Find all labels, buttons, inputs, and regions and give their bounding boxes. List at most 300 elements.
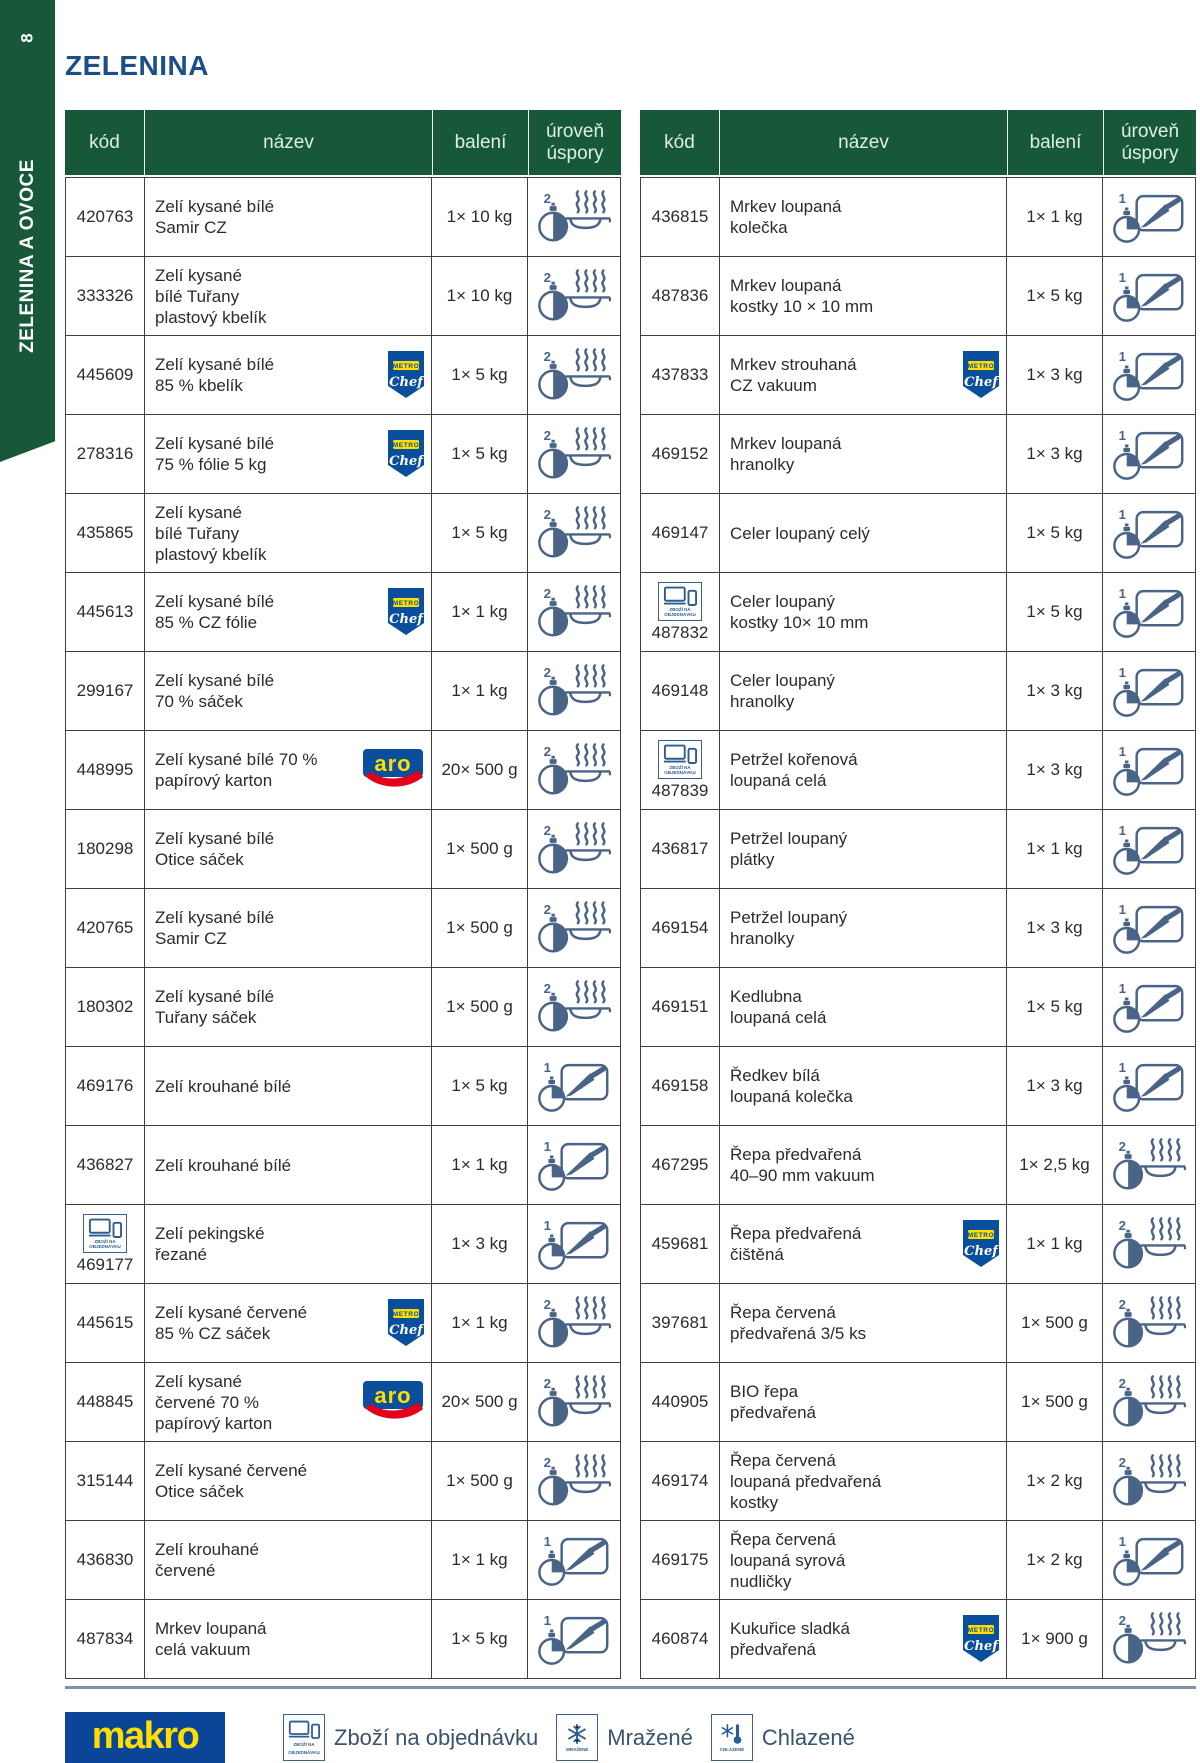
svg-text:2: 2 <box>1118 1138 1127 1154</box>
svg-text:METRO: METRO <box>392 442 420 450</box>
product-name: Mrkev loupaná kostky 10 × 10 mm <box>730 276 874 316</box>
product-row <box>66 889 620 968</box>
product-code-cell <box>641 1284 720 1362</box>
product-code-cell <box>66 336 145 414</box>
metro-chef-badge <box>387 1298 425 1348</box>
savings-cell <box>528 415 620 493</box>
svg-text:2: 2 <box>1118 1612 1127 1628</box>
savings-level-2-icon <box>537 1373 611 1431</box>
savings-cell <box>528 968 620 1046</box>
product-name-cell <box>720 573 1007 651</box>
product-name-cell <box>145 1205 432 1283</box>
product-code: 469175 <box>651 1550 709 1569</box>
product-code-cell <box>641 1205 720 1283</box>
product-name: Petržel loupaný plátky <box>730 829 848 869</box>
savings-cell <box>528 1600 620 1678</box>
order-only-icon: ZBOŽÍ NA OBJEDNÁVKU <box>83 1214 127 1253</box>
product-code-cell <box>66 652 145 730</box>
col-header-name: název <box>145 110 433 175</box>
product-code: 459681 <box>651 1234 709 1253</box>
product-code: 420765 <box>76 918 134 937</box>
product-code: 445609 <box>76 365 134 384</box>
product-name-cell <box>145 336 432 414</box>
svg-text:2: 2 <box>543 822 552 838</box>
product-packaging: 1× 10 kg <box>432 178 528 256</box>
product-code-cell <box>641 1442 720 1520</box>
savings-level-1-icon <box>1112 583 1186 641</box>
savings-cell <box>1103 178 1195 256</box>
metro-chef-badge <box>962 350 1000 400</box>
product-code: 315144 <box>76 1471 134 1490</box>
product-code: 469174 <box>651 1471 709 1490</box>
savings-level-1-icon <box>1112 425 1186 483</box>
product-code-cell <box>641 1521 720 1599</box>
savings-level-1-icon <box>1112 1531 1186 1589</box>
product-row <box>641 257 1195 336</box>
product-packaging: 1× 5 kg <box>432 415 528 493</box>
product-row <box>66 1205 620 1284</box>
product-packaging: 1× 5 kg <box>432 1047 528 1125</box>
product-name: Zelí kysané bílé 70 % sáček <box>155 671 275 711</box>
order-legend-box: ZBOŽÍ NA OBJEDNÁVKU <box>283 1714 325 1761</box>
product-code: 436817 <box>651 839 709 858</box>
table-header <box>640 110 1196 175</box>
product-name-cell <box>720 494 1007 572</box>
product-name: Zelí kysané bílé Samir CZ <box>155 908 275 948</box>
svg-text:2: 2 <box>543 980 552 996</box>
product-code-cell <box>66 1600 145 1678</box>
savings-level-2-icon <box>537 425 611 483</box>
product-name: Zelí kysané bílé 85 % CZ fólie <box>155 592 275 632</box>
product-row <box>66 1600 620 1678</box>
product-code-cell <box>641 494 720 572</box>
col-header-code: kód <box>640 110 720 175</box>
svg-text:1: 1 <box>543 1138 552 1154</box>
savings-level-2-icon <box>537 662 611 720</box>
product-name: Zelí kysané bílé 70 % papírový karton <box>155 750 318 790</box>
product-code-cell <box>66 1284 145 1362</box>
product-packaging: 1× 500 g <box>432 889 528 967</box>
product-row <box>66 573 620 652</box>
product-code: 278316 <box>76 444 134 463</box>
svg-text:2: 2 <box>543 901 552 917</box>
product-name-cell <box>145 889 432 967</box>
product-name-cell <box>145 1600 432 1678</box>
product-name-cell <box>145 968 432 1046</box>
col-header-savings: úroveň úspory <box>1120 120 1180 164</box>
product-code: 445615 <box>76 1313 134 1332</box>
product-code-cell <box>66 731 145 809</box>
svg-text:1: 1 <box>1118 585 1127 601</box>
savings-level-1-icon <box>1112 346 1186 404</box>
svg-text:Chef: Chef <box>389 454 423 469</box>
product-code-cell <box>641 257 720 335</box>
product-name-cell <box>145 494 432 572</box>
svg-text:Chef: Chef <box>964 375 998 390</box>
product-packaging: 1× 1 kg <box>1007 178 1103 256</box>
product-name-cell <box>145 415 432 493</box>
product-name-cell <box>720 1600 1007 1678</box>
section-ribbon-label-wrap <box>0 50 55 462</box>
metro-chef-badge <box>387 429 425 479</box>
svg-text:METRO: METRO <box>967 1627 995 1635</box>
svg-text:2: 2 <box>1118 1454 1127 1470</box>
savings-cell <box>528 178 620 256</box>
product-code: 440905 <box>651 1392 709 1411</box>
product-row <box>641 1126 1195 1205</box>
product-name: Zelí krouhané bílé <box>155 1155 292 1175</box>
computer-phone-icon <box>88 1218 122 1239</box>
product-name: Mrkev loupaná kolečka <box>730 197 842 237</box>
product-code-cell <box>66 257 145 335</box>
section-ribbon-label: ZELENINA A OVOCE <box>16 159 38 353</box>
svg-text:Chef: Chef <box>389 375 423 390</box>
svg-text:1: 1 <box>1118 822 1127 838</box>
savings-cell <box>528 889 620 967</box>
product-code-cell <box>66 968 145 1046</box>
col-header-packaging: balení <box>433 110 529 175</box>
product-code: 435865 <box>76 523 134 542</box>
svg-text:2: 2 <box>543 269 552 285</box>
product-code: 469158 <box>651 1076 709 1095</box>
product-code-cell <box>66 810 145 888</box>
product-code-cell <box>641 889 720 967</box>
savings-cell <box>528 1284 620 1362</box>
table-body-right <box>640 177 1196 1679</box>
product-code-cell <box>66 1442 145 1520</box>
product-name: Zelí kysané bílé Samir CZ <box>155 197 275 237</box>
savings-cell <box>528 1363 620 1441</box>
svg-text:2: 2 <box>543 585 552 601</box>
product-code: 448845 <box>76 1392 134 1411</box>
product-code-cell <box>641 1126 720 1204</box>
svg-text:aro: aro <box>374 1383 412 1408</box>
product-row <box>66 1442 620 1521</box>
product-code: 436815 <box>651 207 709 226</box>
savings-cell <box>1103 257 1195 335</box>
product-packaging: 1× 3 kg <box>432 1205 528 1283</box>
product-code: 487834 <box>76 1629 134 1648</box>
product-code: 469148 <box>651 681 709 700</box>
svg-text:1: 1 <box>543 1533 552 1549</box>
product-packaging: 1× 500 g <box>432 968 528 1046</box>
savings-level-1-icon <box>1112 188 1186 246</box>
product-packaging: 1× 5 kg <box>1007 968 1103 1046</box>
svg-text:2: 2 <box>543 506 552 522</box>
product-row <box>66 415 620 494</box>
svg-text:2: 2 <box>1118 1375 1127 1391</box>
svg-text:1: 1 <box>1118 348 1127 364</box>
product-name-cell <box>720 415 1007 493</box>
product-row <box>641 178 1195 257</box>
product-row <box>66 731 620 810</box>
product-packaging: 1× 5 kg <box>432 336 528 414</box>
product-packaging: 1× 1 kg <box>432 1521 528 1599</box>
product-packaging: 1× 1 kg <box>432 573 528 651</box>
savings-level-1-icon <box>1112 741 1186 799</box>
product-row <box>66 1363 620 1442</box>
svg-text:2: 2 <box>543 348 552 364</box>
savings-cell <box>528 1205 620 1283</box>
product-code: 437833 <box>651 365 709 384</box>
product-row <box>66 968 620 1047</box>
svg-text:Chef: Chef <box>964 1639 998 1654</box>
svg-text:1: 1 <box>1118 427 1127 443</box>
savings-cell <box>528 1047 620 1125</box>
product-row <box>641 1284 1195 1363</box>
product-code-cell <box>641 336 720 414</box>
product-name-cell <box>720 731 1007 809</box>
product-name-cell <box>145 652 432 730</box>
product-code-cell <box>641 652 720 730</box>
savings-level-2-icon <box>1112 1610 1186 1668</box>
savings-level-2-icon <box>1112 1294 1186 1352</box>
product-code-cell <box>641 731 720 809</box>
product-packaging: 1× 500 g <box>432 1442 528 1520</box>
savings-cell <box>528 731 620 809</box>
savings-level-2-icon <box>537 1294 611 1352</box>
product-packaging: 1× 1 kg <box>1007 810 1103 888</box>
product-packaging: 1× 1 kg <box>432 1284 528 1362</box>
savings-level-2-icon <box>537 741 611 799</box>
savings-cell <box>528 810 620 888</box>
product-row <box>641 1363 1195 1442</box>
product-packaging: 1× 500 g <box>1007 1284 1103 1362</box>
savings-level-1-icon <box>537 1531 611 1589</box>
product-name-cell <box>720 1521 1007 1599</box>
product-code: 180302 <box>76 997 134 1016</box>
savings-cell <box>1103 1600 1195 1678</box>
product-packaging: 1× 500 g <box>432 810 528 888</box>
product-row <box>66 494 620 573</box>
product-packaging: 1× 500 g <box>1007 1363 1103 1441</box>
product-name-cell <box>145 1363 432 1441</box>
savings-level-2-icon <box>537 583 611 641</box>
product-name: Řepa předvařená 40–90 mm vakuum <box>730 1145 875 1185</box>
product-packaging: 1× 900 g <box>1007 1600 1103 1678</box>
savings-cell <box>528 336 620 414</box>
product-name-cell <box>720 652 1007 730</box>
product-name: Petržel loupaný hranolky <box>730 908 848 948</box>
product-packaging: 1× 5 kg <box>1007 494 1103 572</box>
chilled-legend-box: CHLAZENÉ <box>711 1714 753 1761</box>
svg-text:Chef: Chef <box>389 1323 423 1338</box>
product-packaging: 1× 2 kg <box>1007 1521 1103 1599</box>
svg-text:1: 1 <box>1118 1059 1127 1075</box>
product-code: 445613 <box>76 602 134 621</box>
product-code-cell <box>66 415 145 493</box>
savings-level-1-icon <box>1112 504 1186 562</box>
product-code-cell <box>641 1047 720 1125</box>
savings-cell <box>528 257 620 335</box>
savings-level-1-icon <box>1112 820 1186 878</box>
product-name-cell <box>720 889 1007 967</box>
product-table-left <box>65 110 621 1679</box>
product-name-cell <box>145 810 432 888</box>
product-code-cell <box>641 178 720 256</box>
product-name-cell <box>145 1442 432 1520</box>
savings-cell <box>1103 1047 1195 1125</box>
col-header-code: kód <box>65 110 145 175</box>
savings-level-2-icon <box>537 504 611 562</box>
savings-cell <box>528 652 620 730</box>
savings-cell <box>1103 1442 1195 1520</box>
product-packaging: 1× 3 kg <box>1007 415 1103 493</box>
legend-item-chilled <box>711 1714 855 1761</box>
svg-text:1: 1 <box>1118 506 1127 522</box>
product-row <box>66 1126 620 1205</box>
col-header-packaging: balení <box>1008 110 1104 175</box>
savings-level-2-icon <box>1112 1373 1186 1431</box>
svg-text:2: 2 <box>543 664 552 680</box>
aro-badge <box>361 748 425 792</box>
product-name-cell <box>145 1284 432 1362</box>
product-code: 469152 <box>651 444 709 463</box>
product-name: Zelí kysané bílé 85 % kbelík <box>155 355 275 395</box>
savings-level-2-icon <box>537 820 611 878</box>
savings-level-1-icon <box>1112 662 1186 720</box>
computer-phone-icon <box>663 744 697 765</box>
svg-text:METRO: METRO <box>967 363 995 371</box>
svg-text:2: 2 <box>1118 1217 1127 1233</box>
product-code: 469176 <box>76 1076 134 1095</box>
savings-level-1-icon <box>537 1215 611 1273</box>
order-only-icon: ZBOŽÍ NA OBJEDNÁVKU <box>658 740 702 779</box>
product-name: Petržel kořenová loupaná celá <box>730 750 858 790</box>
product-packaging: 1× 3 kg <box>1007 336 1103 414</box>
legend-label: Chlazené <box>761 1724 855 1750</box>
product-name-cell <box>145 257 432 335</box>
product-row <box>66 257 620 336</box>
product-code-cell <box>66 1047 145 1125</box>
product-name: Mrkev strouhaná CZ vakuum <box>730 355 857 395</box>
product-name: Zelí krouhané bílé <box>155 1076 292 1096</box>
product-packaging: 1× 5 kg <box>1007 573 1103 651</box>
col-header-name: název <box>720 110 1008 175</box>
product-packaging: 1× 2,5 kg <box>1007 1126 1103 1204</box>
product-code-cell <box>66 889 145 967</box>
savings-level-2-icon <box>1112 1136 1186 1194</box>
product-row <box>66 1284 620 1363</box>
savings-cell <box>1103 494 1195 572</box>
savings-level-2-icon <box>537 346 611 404</box>
product-name-cell <box>720 1363 1007 1441</box>
product-code: 180298 <box>76 839 134 858</box>
savings-level-2-icon <box>537 267 611 325</box>
svg-text:1: 1 <box>1118 1533 1127 1549</box>
product-code: 469154 <box>651 918 709 937</box>
legend-label: Zboží na objednávku <box>334 1724 539 1750</box>
svg-text:2: 2 <box>543 743 552 759</box>
product-code-cell <box>66 573 145 651</box>
product-name-cell <box>720 1047 1007 1125</box>
product-packaging: 1× 5 kg <box>432 1600 528 1678</box>
product-name-cell <box>145 1047 432 1125</box>
product-code-cell <box>641 968 720 1046</box>
product-name-cell <box>720 1126 1007 1204</box>
order-icon-caption: ZBOŽÍ NA <box>669 606 691 612</box>
product-row <box>66 1047 620 1126</box>
product-code: 469177 <box>76 1254 134 1274</box>
product-name: Zelí kysané bílé Tuřany plastový kbelík <box>155 265 267 327</box>
product-name: BIO řepa předvařená <box>730 1382 817 1422</box>
product-name-cell <box>720 257 1007 335</box>
savings-cell <box>1103 1521 1195 1599</box>
product-name: Řepa červená loupaná syrová nudličky <box>730 1529 846 1591</box>
product-packaging: 1× 5 kg <box>432 494 528 572</box>
product-packaging: 1× 1 kg <box>432 652 528 730</box>
product-name: Zelí kysané červené 85 % CZ sáček <box>155 1303 308 1343</box>
product-row <box>641 494 1195 573</box>
savings-level-1-icon <box>537 1136 611 1194</box>
product-name-cell <box>145 178 432 256</box>
snowflake-icon <box>566 1723 588 1745</box>
product-name-cell <box>145 573 432 651</box>
svg-text:1: 1 <box>1118 190 1127 206</box>
savings-cell <box>1103 1284 1195 1362</box>
computer-phone-icon <box>288 1720 320 1740</box>
product-code-cell <box>66 178 145 256</box>
svg-text:2: 2 <box>1118 1296 1127 1312</box>
makro-logo: makro <box>65 1712 225 1763</box>
product-packaging: 1× 2 kg <box>1007 1442 1103 1520</box>
product-name-cell <box>720 810 1007 888</box>
savings-level-1-icon <box>537 1057 611 1115</box>
savings-cell <box>528 1126 620 1204</box>
savings-level-2-icon <box>1112 1215 1186 1273</box>
product-code: 397681 <box>651 1313 709 1332</box>
svg-text:1: 1 <box>1118 664 1127 680</box>
product-code: 436827 <box>76 1155 134 1174</box>
product-name: Kukuřice sladká předvařená <box>730 1619 851 1659</box>
product-row <box>641 889 1195 968</box>
product-row <box>641 1047 1195 1126</box>
svg-text:Chef: Chef <box>389 612 423 627</box>
svg-text:METRO: METRO <box>967 1232 995 1240</box>
savings-level-2-icon <box>537 899 611 957</box>
savings-level-2-icon <box>1112 1452 1186 1510</box>
svg-text:Chef: Chef <box>964 1244 998 1259</box>
product-code-cell <box>641 810 720 888</box>
computer-phone-icon <box>663 586 697 607</box>
product-code: 436830 <box>76 1550 134 1569</box>
product-row <box>66 652 620 731</box>
product-row <box>641 1521 1195 1600</box>
product-code-cell <box>66 1205 145 1283</box>
savings-cell <box>1103 810 1195 888</box>
product-code-cell <box>66 1126 145 1204</box>
product-name-cell <box>720 1205 1007 1283</box>
product-row <box>641 1205 1195 1284</box>
product-name-cell <box>145 1126 432 1204</box>
savings-level-1-icon <box>1112 978 1186 1036</box>
product-name-cell <box>720 178 1007 256</box>
svg-text:1: 1 <box>1118 901 1127 917</box>
product-row <box>66 810 620 889</box>
product-row <box>641 968 1195 1047</box>
product-code: 448995 <box>76 760 134 779</box>
product-row <box>66 336 620 415</box>
savings-level-1-icon <box>1112 267 1186 325</box>
legend-label: Mražené <box>607 1724 693 1750</box>
product-name: Ředkev bílá loupaná kolečka <box>730 1066 853 1106</box>
product-name: Celer loupaný celý <box>730 523 870 543</box>
svg-text:1: 1 <box>1118 269 1127 285</box>
product-packaging: 1× 3 kg <box>1007 731 1103 809</box>
savings-level-2-icon <box>537 188 611 246</box>
product-row <box>641 415 1195 494</box>
product-row <box>641 810 1195 889</box>
